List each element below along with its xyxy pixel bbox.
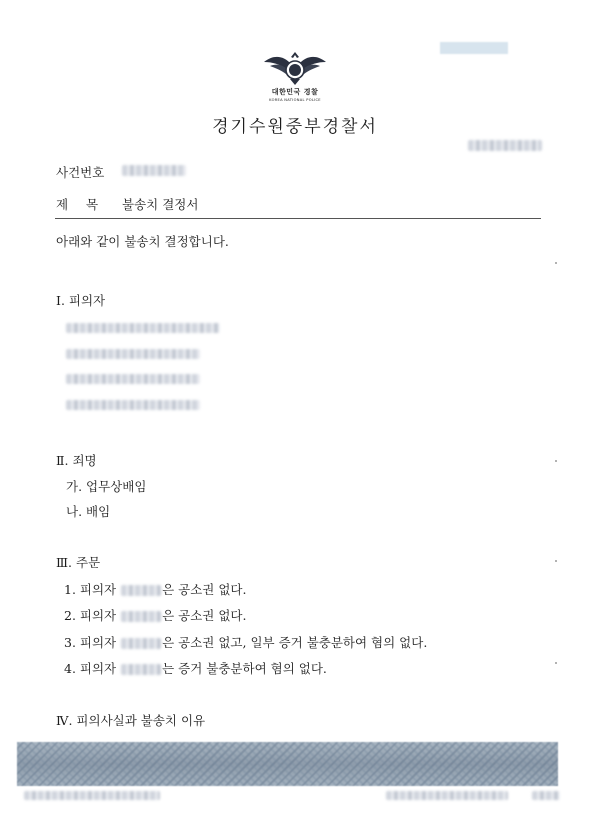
police-emblem <box>262 48 328 102</box>
redacted-page-number <box>532 791 560 800</box>
subject-value: 불송치 결정서 <box>122 197 199 212</box>
ruling-item-number: 4. 피의자 <box>64 661 117 676</box>
ruling-item <box>64 633 427 651</box>
redacted-stamp <box>440 42 508 54</box>
ruling-item-number: 2. 피의자 <box>64 608 117 623</box>
charge-item: 가. 업무상배임 <box>66 479 147 494</box>
ruling-item <box>64 606 246 624</box>
eagle-emblem-icon <box>262 48 328 86</box>
redacted-content-band <box>17 742 558 786</box>
issuing-office-title: 경기수원중부경찰서 <box>212 117 378 137</box>
ruling-item-text: 은 공소권 없다. <box>162 608 247 623</box>
section-ruling-title: Ⅲ. 주문 <box>56 555 101 570</box>
redacted-footer-left <box>24 791 160 800</box>
header-divider <box>55 218 541 219</box>
section-charges-title: Ⅱ. 죄명 <box>56 453 97 468</box>
redacted-suspect-name <box>121 611 161 622</box>
agency-name-english: KOREA NATIONAL POLICE <box>269 98 321 102</box>
agency-name-korean: 대한민국 경찰 <box>271 88 319 96</box>
redacted-footer-right <box>386 791 508 800</box>
charge-item: 나. 배임 <box>66 504 111 519</box>
redacted-suspect-name <box>121 664 161 675</box>
redacted-case-number <box>122 165 186 176</box>
redacted-suspect-row <box>66 374 200 384</box>
decision-intro: 아래와 같이 불송치 결정합니다. <box>56 234 229 249</box>
ruling-item-text: 은 공소권 없다. <box>162 582 247 597</box>
subject-label: 제 목 <box>56 197 99 212</box>
redacted-date <box>468 140 542 151</box>
ruling-item-text: 는 증거 불충분하여 혐의 없다. <box>162 661 327 676</box>
section-suspects-title: Ⅰ. 피의자 <box>56 293 106 308</box>
redacted-suspect-row <box>66 400 200 410</box>
redacted-suspect-name <box>121 585 161 596</box>
section-reasons-title: Ⅳ. 피의사실과 불송치 이유 <box>56 713 206 728</box>
redacted-suspect-row <box>66 349 200 359</box>
scan-speck <box>555 560 557 562</box>
scan-speck <box>555 262 557 264</box>
case-number-label: 사건번호 <box>56 165 105 180</box>
redacted-suspect-row <box>66 323 220 333</box>
ruling-item <box>64 659 327 677</box>
redacted-suspect-name <box>121 638 161 649</box>
scan-speck <box>555 460 557 462</box>
ruling-item-number: 3. 피의자 <box>64 635 117 650</box>
ruling-item <box>64 580 246 598</box>
ruling-item-text: 은 공소권 없고, 일부 증거 불충분하여 혐의 없다. <box>162 635 428 650</box>
scan-speck <box>555 662 557 664</box>
ruling-item-number: 1. 피의자 <box>64 582 117 597</box>
